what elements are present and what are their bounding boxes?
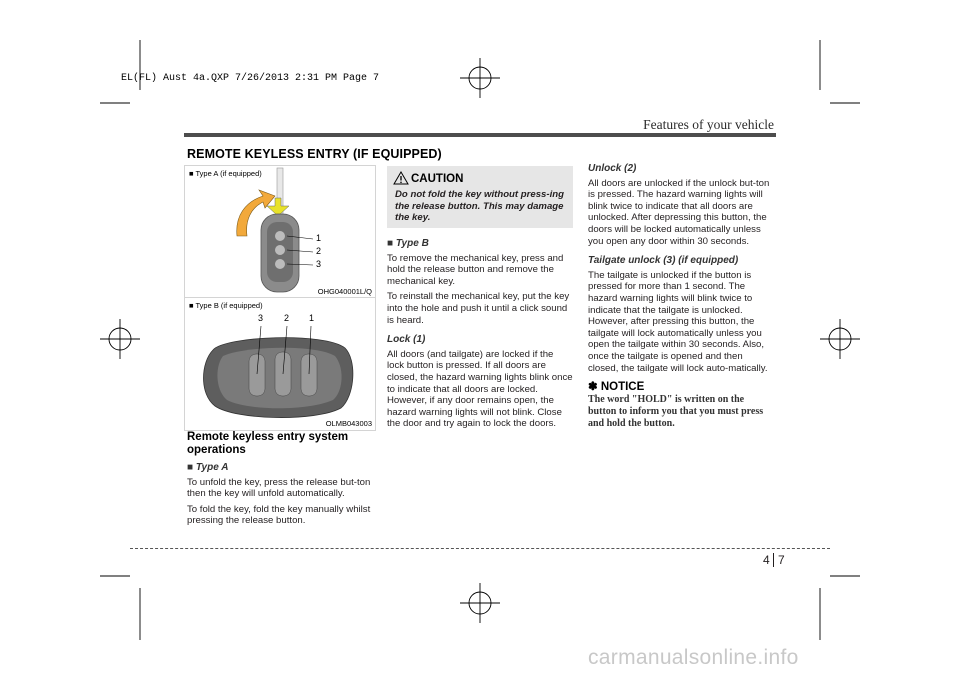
figure-b-caption: ■ Type B (if equipped): [189, 301, 263, 310]
notice-body: The word "HOLD" is written on the button to inform you that you must press and hold the button.: [588, 393, 764, 429]
footer-dashed-rule: [130, 548, 830, 549]
callout-2: 2: [316, 246, 322, 256]
page-number: 7: [778, 553, 785, 567]
callout-2: 2: [284, 313, 290, 323]
lock-heading: Lock (1): [387, 334, 426, 346]
type-a-heading: ■ Type A: [187, 462, 229, 473]
chapter-number: 4: [763, 553, 770, 567]
watermark: carmanualsonline.info: [588, 646, 799, 669]
callout-1: 1: [316, 233, 322, 243]
unlock-heading: Unlock (2): [588, 163, 637, 174]
paragraph: To reinstall the mechanical key, put the key into the hole and push it until a click sound is heard.: [387, 291, 570, 326]
tailgate-heading: Tailgate unlock (3) (if equipped): [588, 255, 739, 267]
figure-a-caption: ■ Type A (if equipped): [189, 169, 262, 178]
paragraph: To remove the mechanical key, press and hold the release button and remove the mechanical key.: [387, 252, 564, 287]
warning-triangle-icon: [393, 171, 409, 185]
paragraph: All doors (and tailgate) are locked if the lock button is pressed. If all doors are closed, the hazard warning lights blink once to indicate that all doors are locked. However, if any door remains open, the hazard warning lights will not blink. Close the door and try again to lock the doors.: [387, 348, 573, 430]
figure-a-code: OHG040001L/Q: [317, 287, 372, 296]
paragraph: All doors are unlocked if the unlock but-ton is pressed. The hazard warning lights will blink twice to indicate that all doors are unlocked. After depressing this button, the doors will be locked automatically unless you open any door within 30 seconds.: [588, 177, 770, 247]
print-slug-line: EL(FL) Aust 4a.QXP 7/26/2013 2:31 PM Page 7: [121, 73, 380, 84]
column-2: [387, 238, 573, 434]
paragraph: To fold the key, fold the key manually whilst pressing the release button.: [187, 503, 371, 527]
notice-title: ✽ NOTICE: [588, 381, 645, 394]
callout-3: 3: [316, 259, 322, 269]
header-rule: [184, 133, 776, 137]
smart-key-type-b-illustration: [185, 298, 375, 430]
paragraph: To unfold the key, press the release but-ton then the key will unfold automatically.: [187, 476, 371, 500]
subsection-heading: Remote keyless entry system operations: [187, 431, 349, 456]
paragraph: The tailgate is unlocked if the button is pressed for more than 1 second. The hazard warning lights will blink twice to indicate that the tailgate is unlocked. However, after pressing this button, the tailgate will lock automatically unless you open the tailgate within 30 seconds. Also, once the tailgate is opened and then closed, the tailgate will lock auto-matically.: [588, 269, 768, 374]
callout-3: 3: [258, 313, 264, 323]
figure-b-code: OLMB043003: [325, 419, 372, 428]
caution-box: [387, 166, 573, 228]
smart-key-type-a-illustration: [185, 166, 375, 298]
column-3: [588, 163, 774, 430]
section-title: REMOTE KEYLESS ENTRY (IF EQUIPPED): [187, 147, 442, 161]
caution-title: CAUTION: [411, 173, 464, 185]
type-b-heading: ■ Type B: [387, 238, 429, 249]
figure-type-a: [184, 165, 376, 299]
page-number-divider: [773, 553, 774, 567]
column-1: [187, 431, 374, 531]
figure-type-b: [184, 297, 376, 431]
caution-body: Do not fold the key without press-ing the release button. This may damage the key.: [395, 189, 564, 223]
running-header: Features of your vehicle: [643, 117, 774, 132]
callout-1: 1: [309, 313, 315, 323]
